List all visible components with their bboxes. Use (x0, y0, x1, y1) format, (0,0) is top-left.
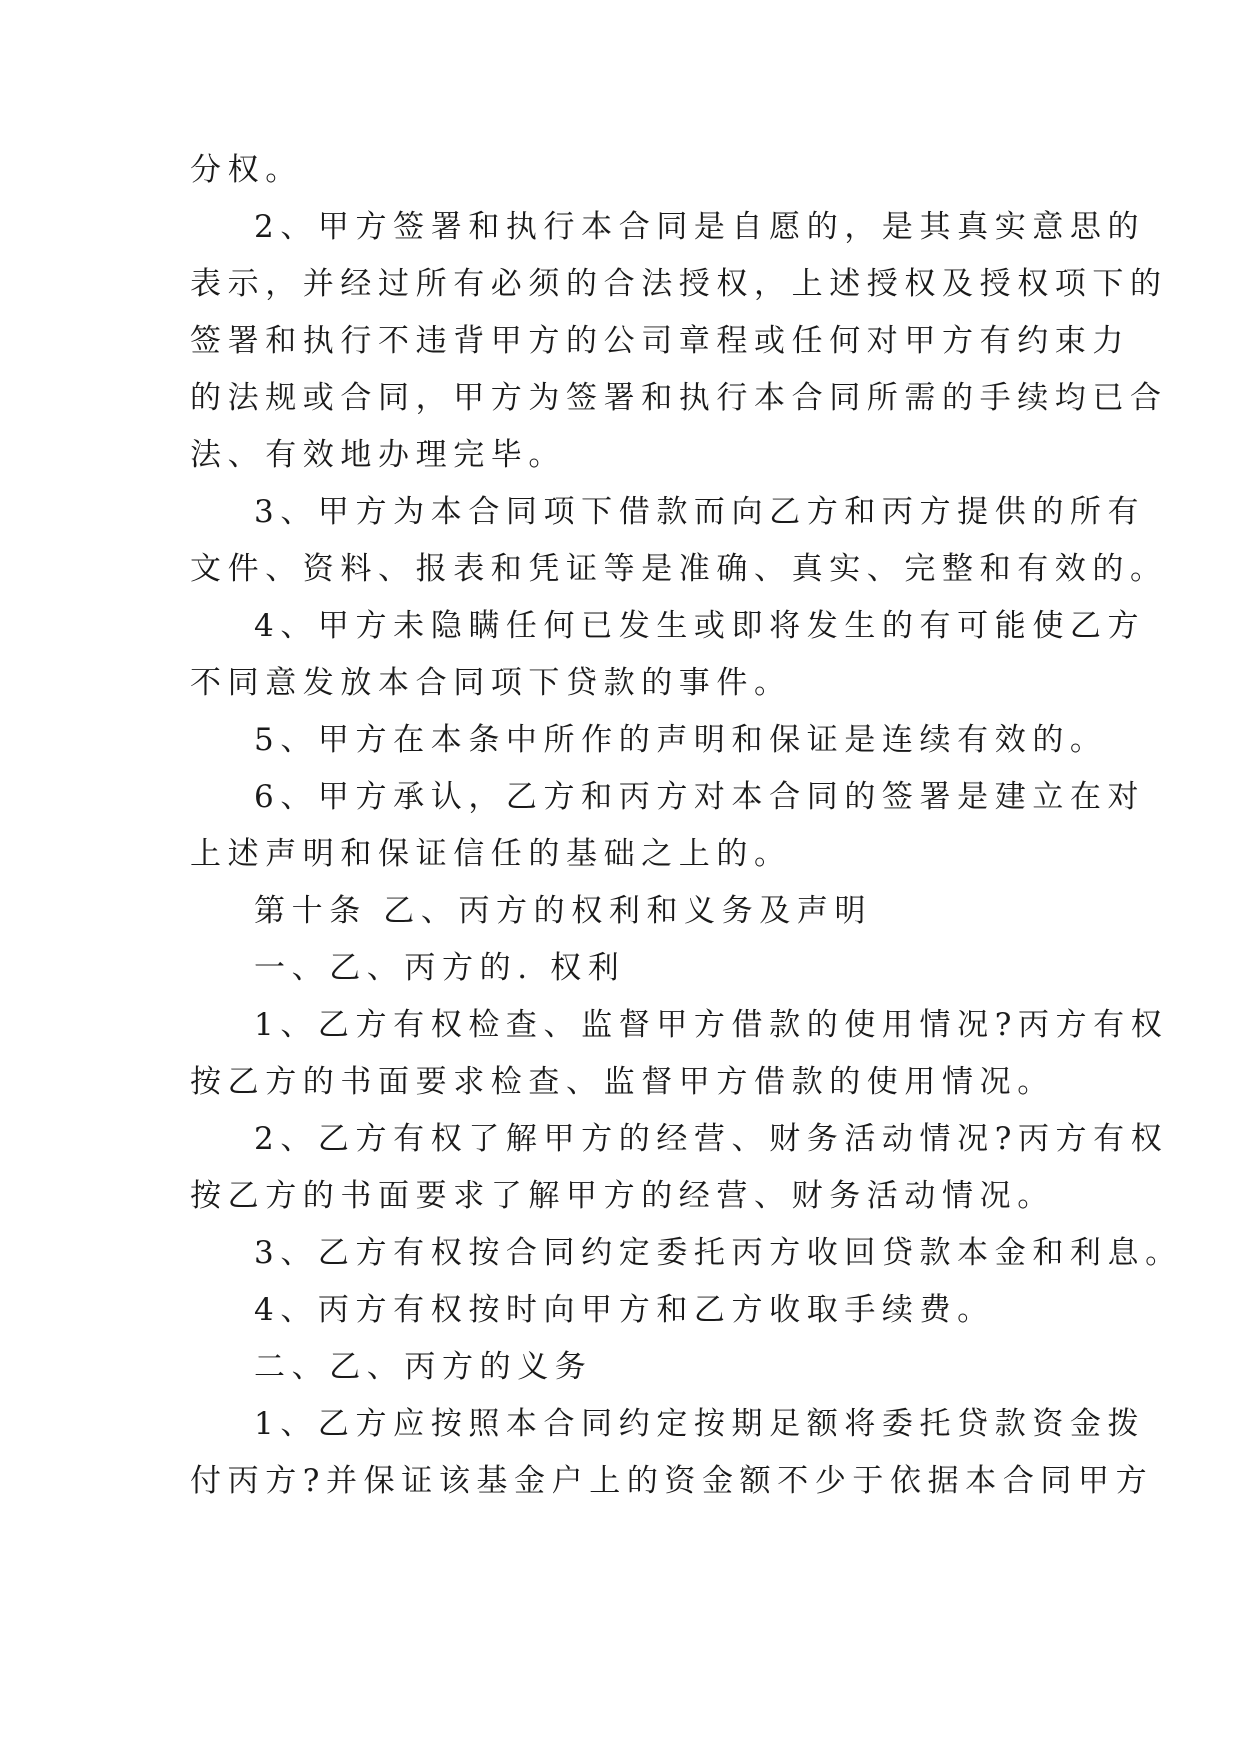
paragraph-line: 1、乙方应按照本合同约定按期足额将委托贷款资金拨 (254, 1406, 1146, 1442)
subsection-heading: 一、乙、丙方的. 权利 (254, 950, 626, 986)
paragraph-line: 4、丙方有权按时向甲方和乙方收取手续费。 (254, 1292, 995, 1328)
paragraph-line: 文件、资料、报表和凭证等是准确、真实、完整和有效的。 (190, 551, 1168, 587)
paragraph-line: 付丙方?并保证该基金户上的资金额不少于依据本合同甲方 (190, 1463, 1154, 1499)
paragraph-line: 不同意发放本合同项下贷款的事件。 (190, 665, 792, 701)
section-heading: 第十条 乙、丙方的权利和义务及声明 (254, 893, 873, 929)
paragraph-line: 分权。 (190, 152, 303, 188)
paragraph-line: 4、甲方未隐瞒任何已发生或即将发生的有可能使乙方 (254, 608, 1146, 644)
paragraph-line: 3、甲方为本合同项下借款而向乙方和丙方提供的所有 (254, 494, 1146, 530)
paragraph-line: 上述声明和保证信任的基础之上的。 (190, 836, 792, 872)
paragraph-line: 1、乙方有权检查、监督甲方借款的使用情况?丙方有权 (254, 1007, 1169, 1043)
paragraph-line: 2、乙方有权了解甲方的经营、财务活动情况?丙方有权 (254, 1121, 1169, 1157)
paragraph-line: 按乙方的书面要求检查、监督甲方借款的使用情况。 (190, 1064, 1055, 1100)
paragraph-line: 法、有效地办理完毕。 (190, 437, 566, 473)
paragraph-line: 表示，并经过所有必须的合法授权，上述授权及授权项下的 (190, 266, 1168, 302)
subsection-heading: 二、乙、丙方的义务 (254, 1349, 593, 1385)
paragraph-line: 2、甲方签署和执行本合同是自愿的，是其真实意思的 (254, 209, 1146, 245)
paragraph-line: 的法规或合同，甲方为签署和执行本合同所需的手续均已合 (190, 380, 1168, 416)
paragraph-line: 按乙方的书面要求了解甲方的经营、财务活动情况。 (190, 1178, 1055, 1214)
paragraph-line: 5、甲方在本条中所作的声明和保证是连续有效的。 (254, 722, 1108, 758)
paragraph-line: 签署和执行不违背甲方的公司章程或任何对甲方有约束力 (190, 323, 1130, 359)
paragraph-line: 3、乙方有权按合同约定委托丙方收回贷款本金和利息。 (254, 1235, 1183, 1271)
paragraph-line: 6、甲方承认，乙方和丙方对本合同的签署是建立在对 (254, 779, 1146, 815)
